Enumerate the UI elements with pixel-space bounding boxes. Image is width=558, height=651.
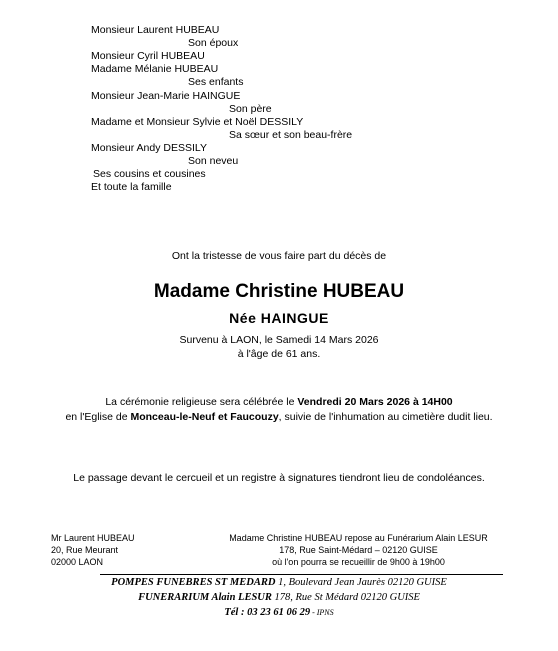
family-relation: Son père [229,102,272,115]
ceremony-line-1 [0,396,558,408]
ceremony-line-2-suffix: , suivie de l'inhumation au cimetière dudit lieu. [278,411,493,423]
footer-line-2 [0,592,558,603]
family-member: Madame et Monsieur Sylvie et Noël DESSILY [91,115,304,128]
ceremony-date: Vendredi 20 Mars 2026 à 14H00 [297,396,453,408]
family-member: Et toute la famille [91,181,172,194]
repose-block [221,532,496,568]
footer-company-name: POMPES FUNEBRES ST MEDARD [111,577,276,588]
family-member: Ses cousins et cousines [93,168,206,181]
family-member: Monsieur Laurent HUBEAU [91,24,220,36]
contact-name: Mr Laurent HUBEAU [51,533,135,543]
repose-line-3: où l'on pourra se recueillir de 9h00 à 19h00 [272,557,445,567]
footer-ipns: - IPNS [310,608,334,617]
ceremony-line-2 [0,411,558,423]
footer-phone: Tél : 03 23 61 06 29 [224,607,311,618]
death-line: Survenu à LAON, le Samedi 14 Mars 2026 [179,334,379,346]
condolences-text: Le passage devant le cercueil et un registre à signatures tiendront lieu de condoléances. [73,472,485,484]
ceremony-line-2-prefix: en l'Eglise de [65,411,131,423]
footer-company-address: 1, Boulevard Jean Jaurès 02120 GUISE [275,577,447,588]
deceased-name: Madame Christine HUBEAU [153,281,405,302]
family-member: Madame Mélanie HUBEAU [91,63,219,76]
footer-line-1 [0,577,558,588]
contact-block [51,532,135,568]
family-relation: Sa sœur et son beau-frère [229,128,353,141]
footer-funerarium-name: FUNERARIUM Alain LESUR [138,592,272,603]
family-relation: Son époux [188,37,239,50]
repose-line-1: Madame Christine HUBEAU repose au Funérarium Alain LESUR [229,533,488,543]
repose-line-2: 178, Rue Saint-Médard – 02120 GUISE [279,545,438,555]
family-member: Monsieur Cyril HUBEAU [91,50,205,63]
footer-line-3 [0,607,558,618]
family-member: Monsieur Jean-Marie HAINGUE [91,89,241,102]
ceremony-line-1-text: La cérémonie religieuse sera célébrée le [105,396,298,408]
family-relation: Ses enfants [188,76,244,89]
age-line: à l'âge de 61 ans. [237,348,321,360]
announcement-text: Ont la tristesse de vous faire part du décès de [171,250,387,262]
ceremony-place: Monceau-le-Neuf et Faucouzy [130,411,279,423]
maiden-name: Née HAINGUE [229,310,329,326]
footer-divider [100,574,503,575]
family-relation: Son neveu [188,155,239,167]
contact-street: 20, Rue Meurant [51,545,119,555]
contact-city: 02000 LAON [51,557,104,567]
family-member: Monsieur Andy DESSILY [91,141,207,154]
footer-funerarium-address: 178, Rue St Médard 02120 GUISE [271,592,420,603]
